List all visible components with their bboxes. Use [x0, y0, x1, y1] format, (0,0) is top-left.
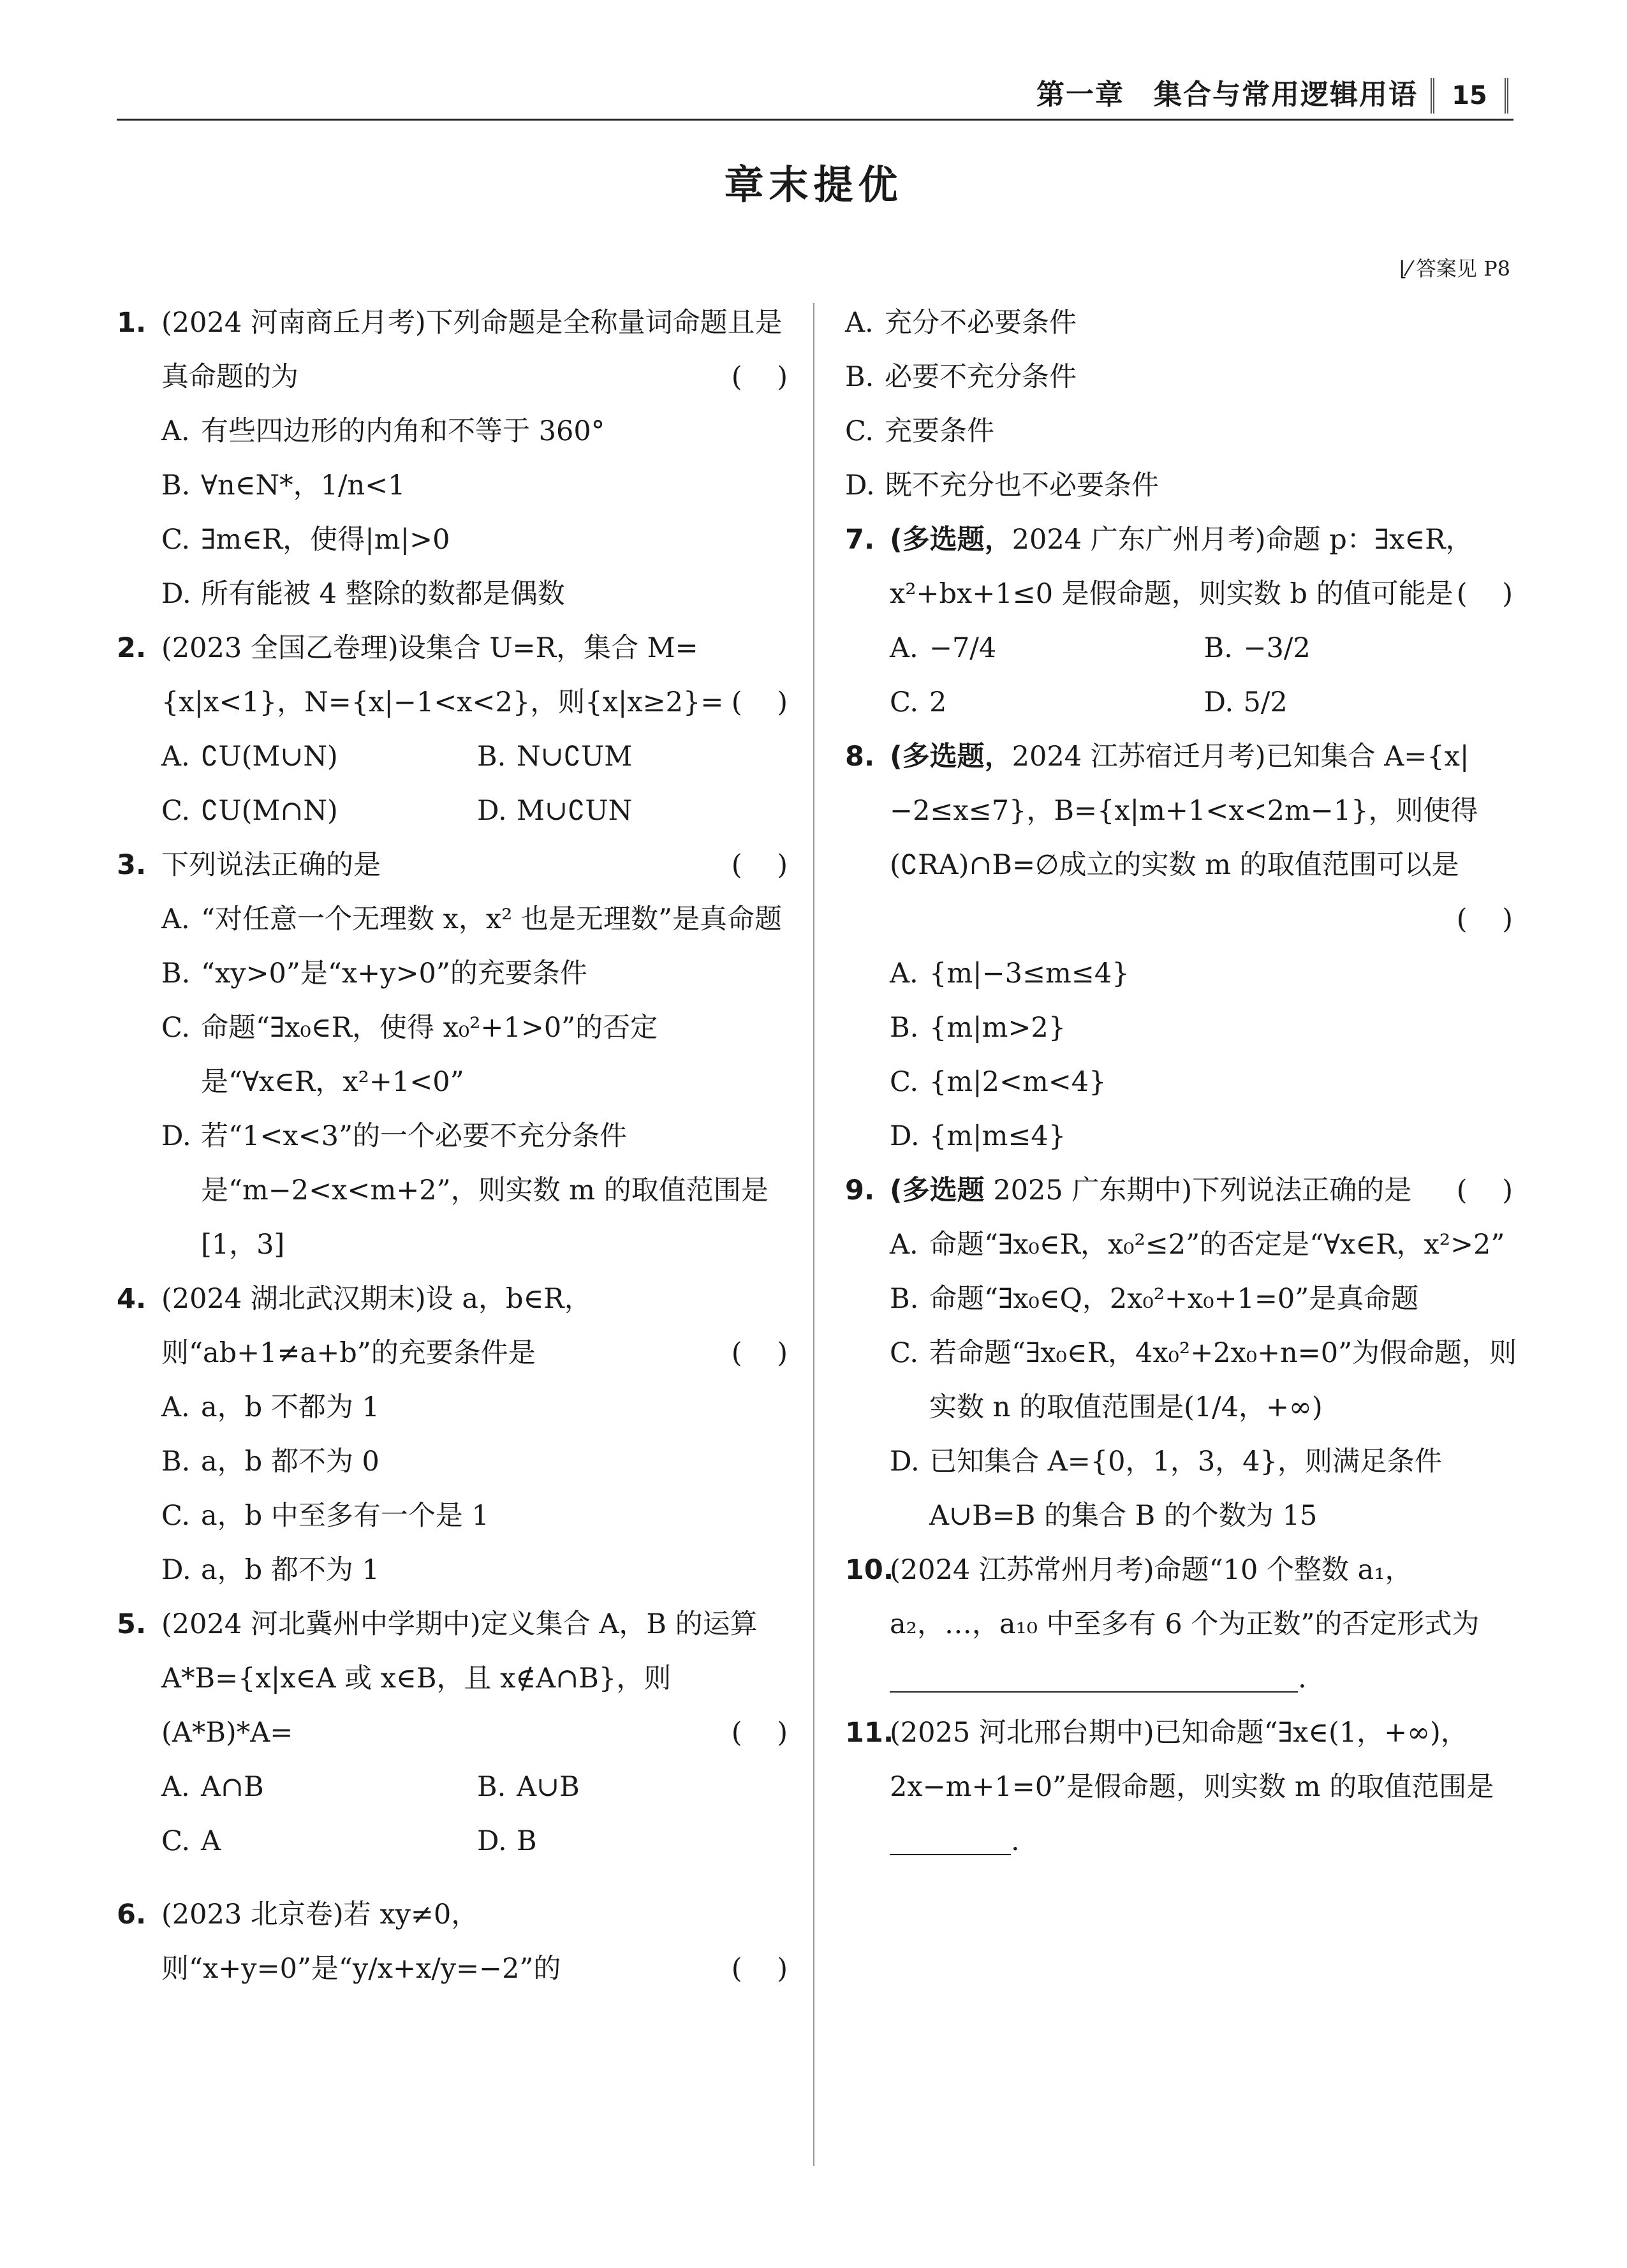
option-d: D. 若“1<x<3”的一个必要不充分条件是“m−2<x<m+2”，则实数 m 的取值范围是[1，3] [161, 1120, 769, 1261]
question-number: 3. [117, 849, 147, 881]
question-number: 7. [845, 524, 875, 556]
question-number: 6. [117, 1899, 147, 1931]
option-b: B. {m|m>2} [890, 1012, 1066, 1044]
answer-paren: ( ) [731, 1953, 788, 1985]
multi-select-tag: (多选题 [890, 1175, 985, 1206]
question-number: 8. [845, 741, 875, 773]
answer-paren: ( ) [731, 1337, 788, 1369]
option-d: D. {m|m≤4} [890, 1120, 1066, 1152]
option-a: A. “对任意一个无理数 x，x² 也是无理数”是真命题 [161, 903, 783, 935]
option-a: A. −7/4 [890, 632, 997, 664]
option-a: A. ∁U(M∪N) [161, 741, 338, 773]
question-6 [117, 1888, 793, 1996]
question-number: 9. [845, 1175, 875, 1206]
right-column [845, 296, 1518, 1869]
option-c: C. 2 [890, 686, 947, 718]
q6-option-b: B. 必要不充分条件 [845, 361, 1077, 393]
answer-paren: ( ) [731, 1717, 788, 1749]
question-stem: (2024 河北冀州中学期中)定义集合 A，B 的运算 A*B={x|x∈A 或 x∈B，且 x∉A∩B}，则(A*B)*A= [161, 1608, 758, 1749]
option-c: C. A [161, 1825, 221, 1857]
question-1 [117, 296, 793, 621]
option-c: C. 命题“∃x₀∈R，使得 x₀²+1>0”的否定是“∀x∈R，x²+1<0” [161, 1012, 658, 1098]
question-stem: 2024 江苏宿迁月考)已知集合 A={x|−2≤x≤7}，B={x|m+1<x<2m−1}，则使得(∁RA)∩B=∅成立的实数 m 的取值范围可以是 [890, 741, 1478, 881]
option-a: A. 命题“∃x₀∈R，x₀²≤2”的否定是“∀x∈R，x²>2” [890, 1229, 1505, 1261]
answer-paren: ( ) [731, 361, 788, 393]
question-stem: (2024 江苏常州月考)命题“10 个整数 a₁，a₂，…，a₁₀ 中至多有 6 个为正数”的否定形式为 [890, 1554, 1480, 1640]
q6-option-d: D. 既不充分也不必要条件 [845, 470, 1159, 501]
option-d: D. 5/2 [1204, 686, 1288, 718]
option-d: D. B [477, 1825, 537, 1857]
answer-paren: ( ) [1456, 1175, 1513, 1206]
question-11: 11. (2025 河北邢台期中)已知命题“∃x∈(1，+∞)，2x−m+1=0”是假命题，则实数 m 的取值范围是. [845, 1706, 1518, 1869]
answer-paren: ( ) [731, 849, 788, 881]
question-stem: (2024 湖北武汉期末)设 a，b∈R，则“ab+1≠a+b”的充要条件是 [161, 1283, 592, 1369]
question-4 [117, 1272, 793, 1597]
option-b: B. 命题“∃x₀∈Q，2x₀²+x₀+1=0”是真命题 [890, 1283, 1419, 1315]
option-b: B. ∀n∈N*，1/n<1 [161, 470, 406, 501]
question-7 [845, 513, 1518, 730]
option-c: C. ∃m∈R，使得|m|>0 [161, 524, 450, 556]
question-stem: (2023 北京卷)若 xy≠0，则“x+y=0”是“y/x+x/y=−2”的 [161, 1899, 561, 1985]
question-2 [117, 621, 793, 838]
option-d: D. 已知集合 A={0，1，3，4}，则满足条件 A∪B=B 的集合 B 的个数为 15 [890, 1446, 1442, 1532]
question-stem: (2024 河南商丘月考)下列命题是全称量词命题且是真命题的为 [161, 307, 783, 393]
answer-paren: ( ) [1456, 903, 1513, 935]
question-stem: (2025 河北邢台期中)已知命题“∃x∈(1，+∞)，2x−m+1=0”是假命题，则实数 m 的取值范围是 [890, 1717, 1494, 1803]
question-number: 4. [117, 1283, 147, 1315]
q6-option-a: A. 充分不必要条件 [845, 307, 1077, 339]
answer-blank[interactable] [890, 1821, 1011, 1855]
question-number: 5. [117, 1608, 147, 1640]
option-a: A. 有些四边形的内角和不等于 360° [161, 415, 605, 447]
answer-paren: ( ) [1456, 578, 1513, 610]
answer-reference [1399, 253, 1510, 282]
question-stem: (2023 全国乙卷理)设集合 U=R，集合 M={x|x<1}，N={x|−1<x<2}，则{x|x≥2}= [161, 632, 724, 718]
question-8 [845, 730, 1518, 1164]
option-c: C. 若命题“∃x₀∈R，4x₀²+2x₀+n=0”为假命题，则实数 n 的取值范围是(1/4，+∞) [890, 1337, 1517, 1423]
option-a: A. A∩B [161, 1771, 264, 1803]
q6-option-c: C. 充要条件 [845, 415, 994, 447]
question-stem: 下列说法正确的是 [161, 849, 381, 881]
column-divider [813, 303, 814, 2166]
option-b: B. N∪∁UM [477, 741, 633, 773]
page-number: 15 [1431, 78, 1508, 114]
option-c: C. a，b 中至多有一个是 1 [161, 1500, 489, 1532]
answer-reference-text: 答案见 P8 [1415, 256, 1510, 281]
option-d: D. a，b 都不为 1 [161, 1554, 379, 1586]
option-a: A. {m|−3≤m≤4} [890, 958, 1130, 989]
option-c: C. {m|2<m<4} [890, 1066, 1107, 1098]
question-number: 2. [117, 632, 147, 664]
option-b: B. a，b 都不为 0 [161, 1446, 379, 1478]
question-stem: 2025 广东期中)下列说法正确的是 [984, 1175, 1412, 1206]
option-c: C. ∁U(M∩N) [161, 795, 338, 827]
chapter-title: 第一章 集合与常用逻辑用语 [1036, 78, 1418, 111]
answer-mark-icon: ⌊⁄ [1399, 256, 1411, 281]
option-d: D. M∪∁UN [477, 795, 633, 827]
question-stem: 2024 广东广州月考)命题 p：∃x∈R，x²+bx+1≤0 是假命题，则实数 b 的值可能是 [890, 524, 1473, 610]
question-9 [845, 1164, 1518, 1543]
question-number: 11. [845, 1717, 894, 1749]
multi-select-tag: (多选题， [890, 524, 1012, 556]
page-title: 章末提优 [724, 161, 903, 208]
multi-select-tag: (多选题， [890, 741, 1012, 773]
page-header [117, 71, 1513, 121]
option-b: B. −3/2 [1204, 632, 1311, 664]
option-d: D. 所有能被 4 整除的数都是偶数 [161, 578, 565, 610]
question-number: 1. [117, 307, 147, 339]
answer-paren: ( ) [731, 686, 788, 718]
question-3 [117, 838, 793, 1272]
left-column [117, 296, 793, 1996]
question-number: 10. [845, 1554, 894, 1586]
option-b: B. “xy>0”是“x+y>0”的充要条件 [161, 958, 587, 989]
question-10: 10. (2024 江苏常州月考)命题“10 个整数 a₁，a₂，…，a₁₀ 中至多有 6 个为正数”的否定形式为. [845, 1543, 1518, 1706]
option-a: A. a，b 不都为 1 [161, 1391, 379, 1423]
question-5 [117, 1597, 793, 1869]
option-b: B. A∪B [477, 1771, 580, 1803]
answer-blank[interactable] [890, 1658, 1298, 1693]
